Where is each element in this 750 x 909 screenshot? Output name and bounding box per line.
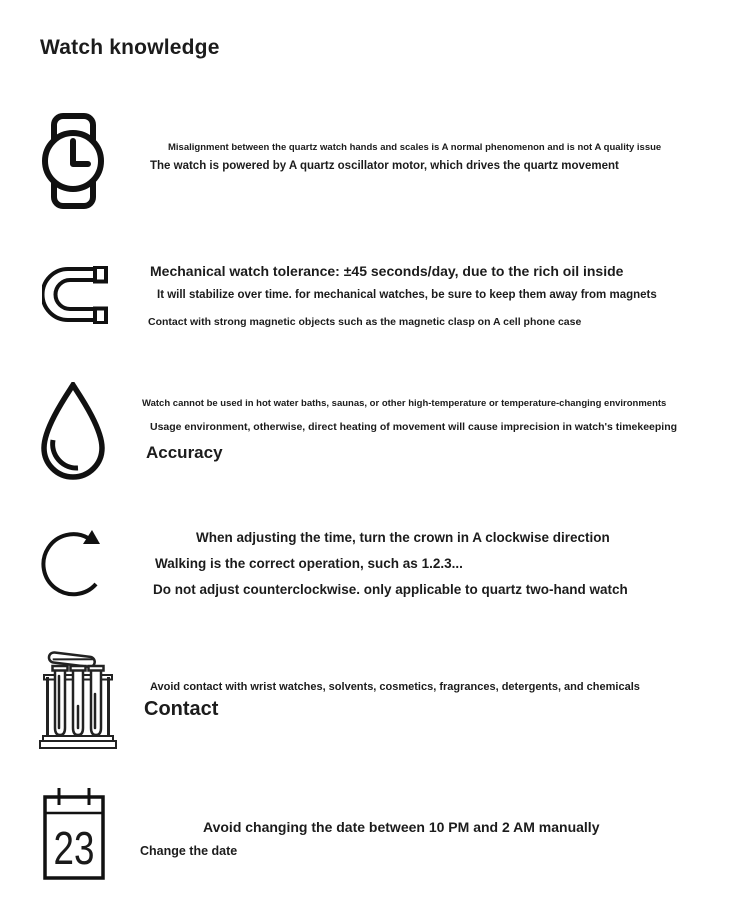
clockwise-direction-text: When adjusting the time, turn the crown in A clockwise direction: [196, 530, 610, 545]
change-date-heading: Change the date: [140, 844, 238, 858]
avoid-chemicals-text: Avoid contact with wrist watches, solvents, cosmetics, fragrances, detergents, and chemicals: [150, 681, 640, 693]
walking-operation-text: Walking is the correct operation, such as 1.2.3...: [155, 556, 463, 571]
accuracy-heading: Accuracy: [146, 443, 223, 462]
magnet-icon: [42, 266, 108, 329]
date-change-warning-text: Avoid changing the date between 10 PM and 2 AM manually: [203, 819, 600, 835]
counterclockwise-warning-text: Do not adjust counterclockwise. only applicable to quartz two-hand watch: [153, 582, 628, 597]
magnet-warning-text: It will stabilize over time. for mechanical watches, be sure to keep them away from magnets: [157, 289, 657, 301]
clockwise-arrow-icon: [40, 516, 112, 611]
quartz-movement-text: The watch is powered by A quartz oscillator motor, which drives the quartz movement: [150, 160, 619, 172]
page-title: Watch knowledge: [40, 36, 220, 59]
mechanical-tolerance-text: Mechanical watch tolerance: ±45 seconds/day, due to the rich oil inside: [150, 263, 624, 279]
usage-environment-text: Usage environment, otherwise, direct heating of movement will cause imprecision in watch's timekeeping: [150, 421, 678, 433]
hot-water-warning-text: Watch cannot be used in hot water baths, saunas, or other high-temperature or temperature-changing environments: [142, 398, 667, 409]
quartz-misalignment-note: Misalignment between the quartz watch hands and scales is A normal phenomenon and is not A quality issue: [168, 142, 662, 153]
water-drop-icon: [38, 382, 108, 491]
test-tubes-icon: [39, 644, 117, 755]
calendar-day-number: 23: [53, 822, 95, 874]
watch-icon: [42, 112, 106, 215]
magnetic-objects-text: Contact with strong magnetic objects such as the magnetic clasp on A cell phone case: [148, 316, 582, 328]
calendar-icon: [42, 786, 106, 887]
contact-heading: Contact: [144, 698, 219, 720]
